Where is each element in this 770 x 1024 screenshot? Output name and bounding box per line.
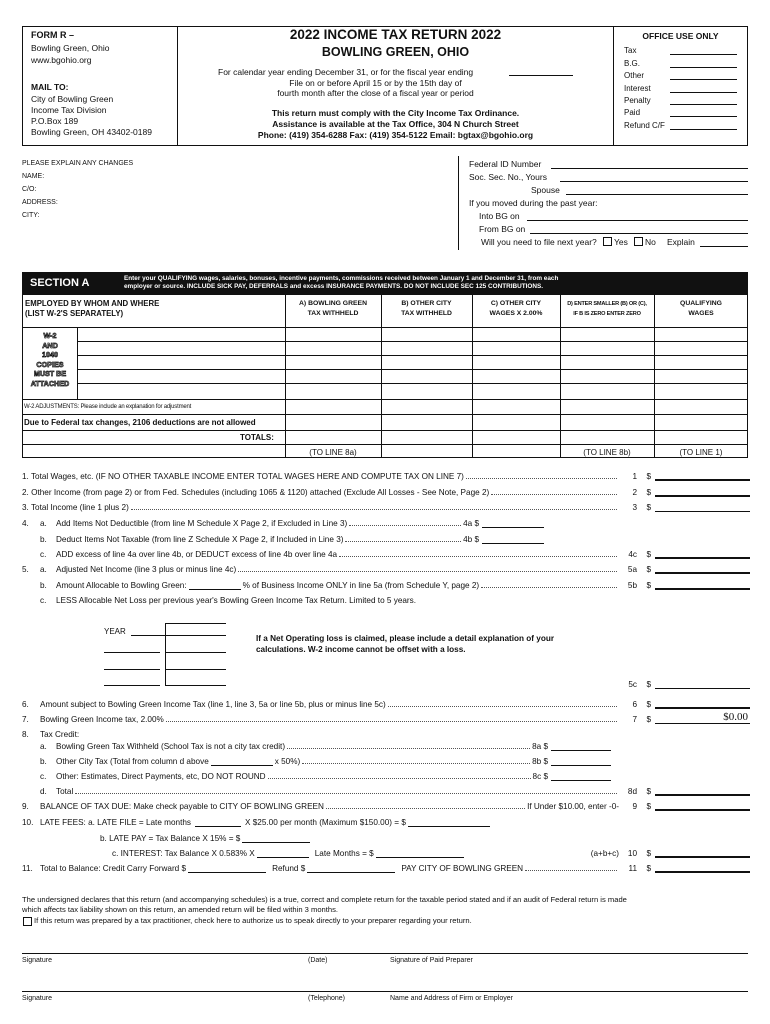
line-7: 7. Bowling Green Income tax, 2.00% 7 $ $0.00 <box>22 711 748 724</box>
office-row-paid: Paid <box>624 105 737 117</box>
col-a-header: A) BOWLING GREEN TAX WITHHELD <box>299 300 367 317</box>
nol-field[interactable] <box>104 652 160 653</box>
nol-note: If a Net Operating loss is claimed, please include a detail explanation of your calculations. W-2 income cannot be offset with a loss. <box>256 634 555 654</box>
nol-field[interactable] <box>165 685 226 686</box>
declaration-text: The undersigned declares that this return (and accompanying schedules) is a true, correct and complete return for the taxable period stated and if an audit of Federal return is made which affects tax liability shown on this return, an amended return will be filed within 3 months. <box>22 895 627 914</box>
table-vrule <box>285 294 286 458</box>
line-5b-amount[interactable] <box>655 580 750 590</box>
line-5a-amount[interactable] <box>655 564 750 574</box>
line-8b-total[interactable] <box>211 757 273 766</box>
federal-id-field[interactable] <box>551 168 748 169</box>
col-c-header: C) OTHER CITY WAGES X 2.00% <box>489 300 543 317</box>
table-rule <box>22 327 748 328</box>
interest-amount[interactable] <box>376 849 464 858</box>
line-4a-amount[interactable] <box>482 519 544 528</box>
line-8a: a. Bowling Green Tax Withheld (School Tax is not a city tax credit) 8a $ <box>22 739 611 751</box>
table-vrule <box>381 294 382 458</box>
line-11: 11. Total to Balance: Credit Carry Forward $ Refund $ PAY CITY OF BOWLING GREEN 11 $ <box>22 861 750 873</box>
mail-line: P.O.Box 189 <box>31 116 79 126</box>
line-2: 2. Other Income (from page 2) or from Fed. Schedules (including 1065 & 1120) attached (Exclude All Losses - See Note, Page 2) 2 $ <box>22 485 750 497</box>
line-11-amount[interactable] <box>655 863 750 873</box>
line-8: 8. Tax Credit: <box>22 730 80 739</box>
city-label: CITY: <box>22 212 40 219</box>
refund-amount[interactable] <box>307 864 395 873</box>
line-4a: 4. a. Add Items Not Deductible (from line M Schedule X Page 2, if Excluded in Line 3) 4a $ <box>22 516 544 528</box>
attach-note: W-2 AND 1040 COPIES MUST BE ATTACHED <box>30 331 70 388</box>
period-line: fourth month after the close of a fiscal year or period <box>277 88 474 98</box>
practitioner-checkbox[interactable] <box>23 917 32 926</box>
late-file-amount[interactable] <box>408 818 490 827</box>
compliance-line: This return must comply with the City Income Tax Ordinance. <box>271 108 520 118</box>
line-10b: b. LATE PAY = Tax Balance X 15% = $ <box>100 831 750 843</box>
ssn-yours-label: Soc. Sec. No., Yours <box>469 172 547 182</box>
col-q-header: QUALIFYING WAGES <box>680 300 722 317</box>
line-6-amount[interactable] <box>655 699 750 709</box>
moved-label: If you moved during the past year: <box>469 198 598 208</box>
signature-label: Signature <box>22 957 52 964</box>
mail-line: Income Tax Division <box>31 105 107 115</box>
main-title: 2022 INCOME TAX RETURN 2022 <box>289 27 502 42</box>
line-5b-percent[interactable] <box>189 581 241 590</box>
nol-field[interactable] <box>165 669 226 670</box>
form-title: FORM R – <box>31 30 75 40</box>
line-8c-amount[interactable] <box>551 772 611 781</box>
website: www.bgohio.org <box>31 55 92 65</box>
mail-line: City of Bowling Green <box>31 94 114 104</box>
table-rule <box>77 341 748 342</box>
line-1: 1. Total Wages, etc. (IF NO OTHER TAXABLE INCOME ENTER TOTAL WAGES HERE AND COMPUTE TAX ON LINE 7) 1 $ <box>22 469 750 481</box>
line-5a: 5. a. Adjusted Net Income (line 3 plus or minus line 4c) 5a $ <box>22 562 750 574</box>
ssn-spouse-field[interactable] <box>566 194 748 195</box>
section-a-label: SECTION A <box>30 277 90 289</box>
main-subtitle: BOWLING GREEN, OHIO <box>321 45 470 59</box>
nol-field[interactable] <box>104 685 160 686</box>
signature-line[interactable] <box>22 953 748 954</box>
co-label: C/O: <box>22 186 37 193</box>
table-vrule <box>560 294 561 458</box>
from-bg-label: From BG on <box>479 224 526 234</box>
explain-label: Explain <box>667 237 695 247</box>
nol-field[interactable] <box>131 635 165 636</box>
line-5c-amount[interactable] <box>655 679 750 689</box>
into-bg-field[interactable] <box>527 220 748 221</box>
line-8a-amount[interactable] <box>551 742 611 751</box>
to-line-1: (TO LINE 1) <box>679 448 723 457</box>
credit-carry-forward-amount[interactable] <box>188 864 266 873</box>
line-8b-amount[interactable] <box>551 757 611 766</box>
office-row-bg: B.G. <box>624 55 737 67</box>
col-b-header: B) OTHER CITY TAX WITHHELD <box>401 300 452 317</box>
office-row-refund: Refund C/F <box>624 117 737 129</box>
nol-field[interactable] <box>104 669 160 670</box>
from-bg-field[interactable] <box>530 233 748 234</box>
line-8d: d. Total 8d $ <box>22 784 750 796</box>
line-8b: b. Other City Tax (Total from column d above x 50%) 8b $ <box>22 754 611 766</box>
line-9: 9. BALANCE OF TAX DUE: Make check payable to CITY OF BOWLING GREEN If Under $10.00, enter -0- 9 $ <box>22 799 750 811</box>
into-bg-label: Into BG on <box>479 211 520 221</box>
firm-label: Name and Address of Firm or Employer <box>390 995 513 1002</box>
compliance-line: Assistance is available at the Tax Office, 304 N Church Street <box>272 119 519 129</box>
table-rule <box>77 383 748 384</box>
fiscal-year-end-field[interactable] <box>509 75 573 76</box>
col-employer-header: EMPLOYED BY WHOM AND WHERE (LIST W-2'S SEPARATELY) <box>25 299 160 318</box>
ssn-spouse-label: Spouse <box>531 185 560 195</box>
yes-label: Yes <box>614 237 628 247</box>
line-5b: b. Amount Allocable to Bowling Green: % of Business Income ONLY in line 5a (from Schedule Y, page 2) 5b $ <box>22 578 750 590</box>
table-vrule <box>77 327 78 399</box>
period-line: For calendar year ending December 31, or for the fiscal year ending <box>218 67 474 77</box>
federal-id-label: Federal ID Number <box>469 159 542 169</box>
line-4b: b. Deduct Items Not Taxable (from line Z Schedule X Page 2, if Included in Line 3) 4b $ <box>22 532 544 544</box>
city-line: Bowling Green, Ohio <box>31 43 110 53</box>
explain-field[interactable] <box>700 246 748 247</box>
line-4b-amount[interactable] <box>482 535 544 544</box>
yes-checkbox[interactable] <box>603 237 612 246</box>
section-a-description: Enter your QUALIFYING wages, salaries, bonuses, incentive payments, commissions received between January 1 and December 31, from each employer or source. INCLUDE SICK PAY, DEFERRALS and excess INSURANCE PAYMENTS. DO NOT INCLUDE SEC 125 CONTRIBUTIONS. <box>124 275 559 290</box>
taxpayer-divider <box>458 156 459 250</box>
table-rule <box>22 399 748 400</box>
line-5c-amount-row: 5c $ <box>600 677 750 689</box>
nol-rule <box>165 623 226 624</box>
totals-label: TOTALS: <box>240 433 274 442</box>
date-label: (Date) <box>308 957 328 964</box>
explain-changes-label: PLEASE EXPLAIN ANY CHANGES <box>22 160 134 167</box>
office-use-title: OFFICE USE ONLY <box>642 31 719 41</box>
col-d-header: D) ENTER SMALLER (B) OR (C), IF B IS ZERO ENTER ZERO <box>567 301 647 317</box>
table-rule <box>22 414 748 415</box>
period-line: File on or before April 15 or by the 15th day of <box>289 78 462 88</box>
ssn-yours-field[interactable] <box>560 181 748 182</box>
no-label: No <box>645 237 656 247</box>
paid-preparer-label: Signature of Paid Preparer <box>390 957 473 964</box>
nol-year-label: YEAR <box>104 627 126 636</box>
mail-to-label: MAIL TO: <box>31 82 69 92</box>
table-rule <box>77 369 748 370</box>
interest-rate-field[interactable] <box>257 849 309 858</box>
signature-label-2: Signature <box>22 995 52 1002</box>
name-label: NAME: <box>22 173 45 180</box>
line-3: 3. Total Income (line 1 plus 2) 3 $ <box>22 500 750 512</box>
late-pay-amount[interactable] <box>242 834 310 843</box>
nol-field[interactable] <box>165 652 226 653</box>
table-vrule <box>472 294 473 458</box>
line-8d-amount[interactable] <box>655 786 750 796</box>
nol-field[interactable] <box>165 635 226 636</box>
line-4c: c. ADD excess of line 4a over line 4b, or DEDUCT excess of line 4b over line 4a 4c $ <box>22 547 750 559</box>
no-checkbox[interactable] <box>634 237 643 246</box>
table-vrule <box>654 294 655 458</box>
telephone-label: (Telephone) <box>308 995 345 1002</box>
office-row-penalty: Penalty <box>624 93 737 105</box>
mail-line: Bowling Green, OH 43402-0189 <box>31 127 152 137</box>
nol-vrule <box>165 623 166 685</box>
signature-line-2[interactable] <box>22 991 748 992</box>
office-row-other: Other <box>624 68 737 80</box>
table-rule <box>77 355 748 356</box>
file-next-year-label: Will you need to file next year? <box>481 237 597 247</box>
late-months-field[interactable] <box>195 818 241 827</box>
office-use-box <box>613 26 748 146</box>
line-6: 6. Amount subject to Bowling Green Income Tax (line 1, line 3, 5a or line 5b, plus or minus line 5c) 6 $ <box>22 697 750 709</box>
table-rule <box>22 444 748 445</box>
to-line-8b: (TO LINE 8b) <box>583 448 631 457</box>
line-5c: c. LESS Allocable Net Loss per previous year's Bowling Green Income Tax Return. Limited to 5 years. <box>40 596 417 605</box>
office-row-tax: Tax <box>624 43 737 55</box>
table-rule <box>22 430 748 431</box>
line-10a: 10. LATE FEES: a. LATE FILE = Late months X $25.00 per month (Maximum $150.00) = $ <box>22 815 750 827</box>
line-1-amount[interactable] <box>655 471 750 481</box>
practitioner-label: If this return was prepared by a tax practitioner, check here to authorize us to speak directly to your preparer regarding your return. <box>34 916 472 925</box>
line-10-amount[interactable] <box>655 848 750 858</box>
line-4c-amount[interactable] <box>655 549 750 559</box>
to-line-8a: (TO LINE 8a) <box>309 448 357 457</box>
line-3-amount[interactable] <box>655 502 750 512</box>
compliance-line: Phone: (419) 354-6288 Fax: (419) 354-5122 Email: bgtax@bgohio.org <box>257 130 534 140</box>
line-2-amount[interactable] <box>655 487 750 497</box>
line-10c: c. INTEREST: Tax Balance X 0.583% X Late Months = $ (a+b+c) 10 $ <box>112 846 750 858</box>
fed-changes-label: Due to Federal tax changes, 2106 deductions are not allowed <box>24 418 256 427</box>
line-9-amount[interactable] <box>655 801 750 811</box>
address-label: ADDRESS: <box>22 199 58 206</box>
office-row-interest: Interest <box>624 80 737 92</box>
w2-adjustments-label: W-2 ADJUSTMENTS: Please include an explanation for adjustment <box>24 404 192 410</box>
line-7-amount[interactable]: $0.00 <box>655 711 750 724</box>
line-8c: c. Other: Estimates, Direct Payments, etc, DO NOT ROUND 8c $ <box>22 769 611 781</box>
